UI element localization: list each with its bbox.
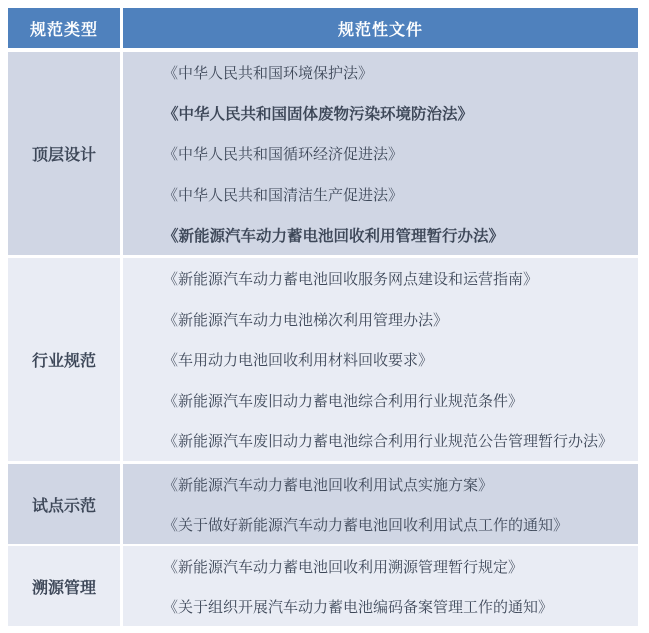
document-title: 《新能源汽车动力蓄电池回收服务网点建设和运营指南》 [163,271,539,288]
document-title: 《新能源汽车废旧动力蓄电池综合利用行业规范条件》 [163,392,524,410]
document-title: 《车用动力电池回收利用材料回收要求》 [163,352,434,369]
document-title: 《新能源汽车动力蓄电池回收利用溯源管理暂行规定》 [163,558,524,576]
document-title: 《新能源汽车废旧动力蓄电池综合利用行业规范公告管理暂行办法》 [163,433,614,450]
document-title: 《关于组织开展汽车动力蓄电池编码备案管理工作的通知》 [163,598,554,616]
section-row [8,258,638,461]
section-row [8,546,638,625]
document-title: 《中华人民共和国固体废物污染环境防治法》 [163,106,474,123]
document-title: 《中华人民共和国清洁生产促进法》 [163,186,404,204]
document-title: 《新能源汽车动力蓄电池回收利用试点实施方案》 [163,476,494,494]
section-row [8,52,638,255]
regulation-table [8,8,638,628]
category-label: 溯源管理 [8,546,120,626]
category-label: 行业规范 [8,258,120,461]
header-cell-file: 规范性文件 [123,8,638,48]
document-title: 《关于做好新能源汽车动力蓄电池回收利用试点工作的通知》 [163,516,569,534]
table-body [8,52,638,625]
docs-cell [123,464,638,544]
header-cell-type: 规范类型 [8,8,120,48]
docs-cell [123,52,638,255]
document-title: 《新能源汽车动力蓄电池回收利用管理暂行办法》 [163,227,505,245]
docs-cell [123,546,638,626]
document-title: 《中华人民共和国环境保护法》 [163,65,374,82]
docs-cell [123,258,638,461]
document-title: 《新能源汽车动力电池梯次利用管理办法》 [163,311,449,329]
category-label: 顶层设计 [8,52,120,255]
category-label: 试点示范 [8,464,120,544]
section-row [8,464,638,543]
document-title: 《中华人民共和国循环经济促进法》 [163,146,404,163]
table-header-row [8,8,638,48]
